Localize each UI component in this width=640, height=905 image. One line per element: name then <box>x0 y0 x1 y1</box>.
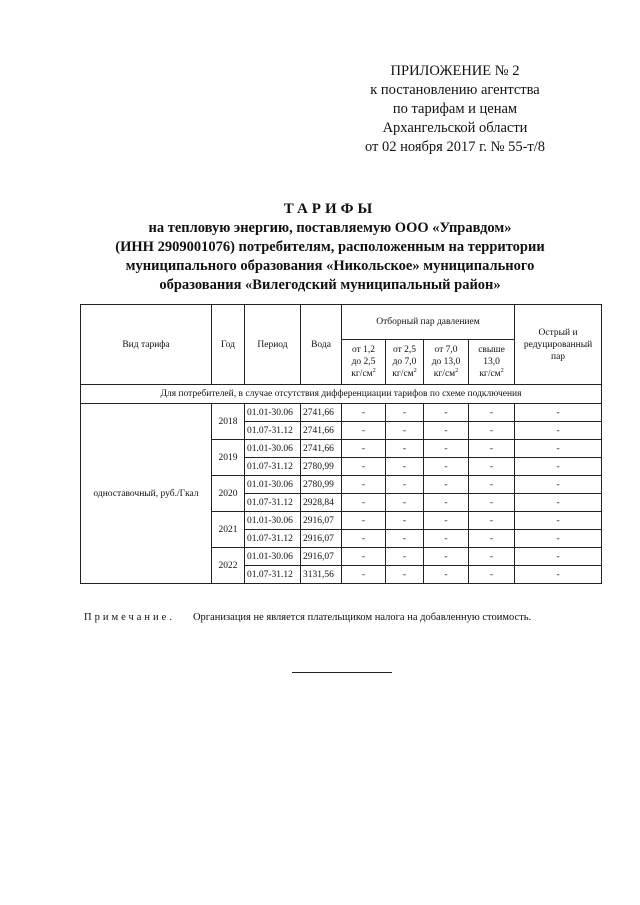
pressure-1-cell: - <box>342 476 386 494</box>
pressure-2-cell: - <box>386 512 424 530</box>
period-cell: 01.07-31.12 <box>245 458 301 476</box>
pressure-2-cell: - <box>386 404 424 422</box>
pressure-1-cell: - <box>342 404 386 422</box>
year-cell: 2020 <box>212 476 245 512</box>
table-row <box>81 404 602 422</box>
table-caption: Для потребителей, в случае отсутствия дифференциации тарифов по схеме подключения <box>81 385 602 404</box>
pressure-unit: кг/см <box>392 369 414 379</box>
period-cell: 01.07-31.12 <box>245 566 301 584</box>
pressure-3-cell: - <box>424 476 469 494</box>
title-line-4: образования «Вилегодский муниципальный район» <box>159 277 501 293</box>
pressure-1-cell: - <box>342 530 386 548</box>
pressure-4-cell: - <box>469 566 515 584</box>
pressure-4-cell: - <box>469 404 515 422</box>
pressure-4-cell: - <box>469 530 515 548</box>
title-main: ТАРИФЫ <box>283 201 377 217</box>
caption-row <box>81 385 602 404</box>
pressure-1-to: до 2,5 <box>351 357 376 367</box>
document-title <box>90 200 570 295</box>
pressure-3-cell: - <box>424 458 469 476</box>
water-tariff-cell: 3131,56 <box>301 566 342 584</box>
header-tariff-type: Вид тарифа <box>81 305 212 385</box>
pressure-1-cell: - <box>342 566 386 584</box>
pressure-4-cell: - <box>469 440 515 458</box>
water-tariff-cell: 2780,99 <box>301 458 342 476</box>
pressure-4-to: 13,0 <box>483 357 500 367</box>
pressure-3-cell: - <box>424 512 469 530</box>
pressure-3-cell: - <box>424 422 469 440</box>
pressure-2-cell: - <box>386 494 424 512</box>
pressure-2-cell: - <box>386 530 424 548</box>
sharp-steam-cell: - <box>515 458 602 476</box>
pressure-3-cell: - <box>424 404 469 422</box>
sharp-steam-cell: - <box>515 404 602 422</box>
pressure-4-cell: - <box>469 476 515 494</box>
header-steam: Отборный пар давлением <box>342 305 515 340</box>
water-tariff-cell: 2741,66 <box>301 404 342 422</box>
year-cell: 2018 <box>212 404 245 440</box>
annex-line-date: от 02 ноября 2017 г. № 55-т/8 <box>364 139 546 155</box>
pressure-4-cell: - <box>469 494 515 512</box>
period-cell: 01.07-31.12 <box>245 530 301 548</box>
water-tariff-cell: 2741,66 <box>301 440 342 458</box>
pressure-3-cell: - <box>424 548 469 566</box>
year-cell: 2022 <box>212 548 245 584</box>
pressure-3-from: от 7,0 <box>434 345 458 355</box>
period-cell: 01.01-30.06 <box>245 548 301 566</box>
water-tariff-cell: 2928,84 <box>301 494 342 512</box>
pressure-1-cell: - <box>342 440 386 458</box>
annex-block <box>340 62 570 157</box>
pressure-2-cell: - <box>386 458 424 476</box>
note-label: Примечание. <box>84 612 175 623</box>
sharp-steam-cell: - <box>515 512 602 530</box>
tariff-type-cell: одноставочный, руб./Гкал <box>81 404 212 584</box>
pressure-1-cell: - <box>342 422 386 440</box>
period-cell: 01.01-30.06 <box>245 512 301 530</box>
water-tariff-cell: 2916,07 <box>301 530 342 548</box>
period-cell: 01.01-30.06 <box>245 404 301 422</box>
header-pressure-3 <box>424 340 469 385</box>
pressure-1-cell: - <box>342 494 386 512</box>
title-line-2: (ИНН 2909001076) потребителям, расположенным на территории <box>115 239 545 255</box>
pressure-2-to: до 7,0 <box>392 357 417 367</box>
pressure-2-cell: - <box>386 566 424 584</box>
separator-line <box>292 672 392 673</box>
pressure-3-cell: - <box>424 494 469 512</box>
header-period: Период <box>245 305 301 385</box>
year-cell: 2021 <box>212 512 245 548</box>
water-tariff-cell: 2741,66 <box>301 422 342 440</box>
pressure-2-from: от 2,5 <box>392 345 417 355</box>
annex-line-decree: к постановлению агентства <box>370 82 540 98</box>
period-cell: 01.01-30.06 <box>245 440 301 458</box>
sharp-steam-cell: - <box>515 494 602 512</box>
sharp-steam-cell: - <box>515 440 602 458</box>
header-pressure-4 <box>469 340 515 385</box>
year-cell: 2019 <box>212 440 245 476</box>
pressure-3-cell: - <box>424 440 469 458</box>
sharp-steam-cell: - <box>515 548 602 566</box>
pressure-4-cell: - <box>469 458 515 476</box>
title-line-3: муниципального образования «Никольское» муниципального <box>125 258 535 274</box>
note-text: Организация не является плательщиком налога на добавленную стоимость. <box>192 612 532 623</box>
period-cell: 01.07-31.12 <box>245 494 301 512</box>
pressure-3-cell: - <box>424 566 469 584</box>
pressure-1-from: от 1,2 <box>351 345 376 355</box>
header-pressure-1 <box>342 340 386 385</box>
sharp-steam-cell: - <box>515 530 602 548</box>
annex-number: ПРИЛОЖЕНИЕ № 2 <box>390 63 520 79</box>
pressure-2-cell: - <box>386 422 424 440</box>
pressure-4-from: свыше <box>478 345 505 355</box>
period-cell: 01.01-30.06 <box>245 476 301 494</box>
pressure-unit: кг/см <box>351 369 373 379</box>
water-tariff-cell: 2780,99 <box>301 476 342 494</box>
pressure-2-cell: - <box>386 440 424 458</box>
pressure-unit-sup: 2 <box>413 367 417 374</box>
pressure-unit: кг/см <box>479 369 501 379</box>
sharp-steam-cell: - <box>515 566 602 584</box>
pressure-unit-sup: 2 <box>500 367 504 374</box>
pressure-unit-sup: 2 <box>455 367 459 374</box>
pressure-unit: кг/см <box>433 369 456 379</box>
pressure-3-to: до 13,0 <box>431 357 461 367</box>
pressure-4-cell: - <box>469 422 515 440</box>
pressure-2-cell: - <box>386 548 424 566</box>
period-cell: 01.07-31.12 <box>245 422 301 440</box>
tariff-table <box>80 304 602 584</box>
pressure-4-cell: - <box>469 512 515 530</box>
annex-line-region: Архангельской области <box>382 120 528 136</box>
title-line-1: на тепловую энергию, поставляемую ООО «Управдом» <box>148 220 512 236</box>
header-row-1 <box>81 305 602 340</box>
water-tariff-cell: 2916,07 <box>301 512 342 530</box>
sharp-steam-cell: - <box>515 422 602 440</box>
header-sharp-steam: Острый и редуцированный пар <box>515 305 602 385</box>
water-tariff-cell: 2916,07 <box>301 548 342 566</box>
header-water: Вода <box>301 305 342 385</box>
header-year: Год <box>212 305 245 385</box>
pressure-1-cell: - <box>342 548 386 566</box>
sharp-steam-cell: - <box>515 476 602 494</box>
pressure-4-cell: - <box>469 548 515 566</box>
pressure-1-cell: - <box>342 458 386 476</box>
footnote <box>84 612 604 623</box>
annex-line-agency: по тарифам и ценам <box>392 101 518 117</box>
pressure-3-cell: - <box>424 530 469 548</box>
pressure-1-cell: - <box>342 512 386 530</box>
header-pressure-2 <box>386 340 424 385</box>
pressure-2-cell: - <box>386 476 424 494</box>
pressure-unit-sup: 2 <box>372 367 376 374</box>
